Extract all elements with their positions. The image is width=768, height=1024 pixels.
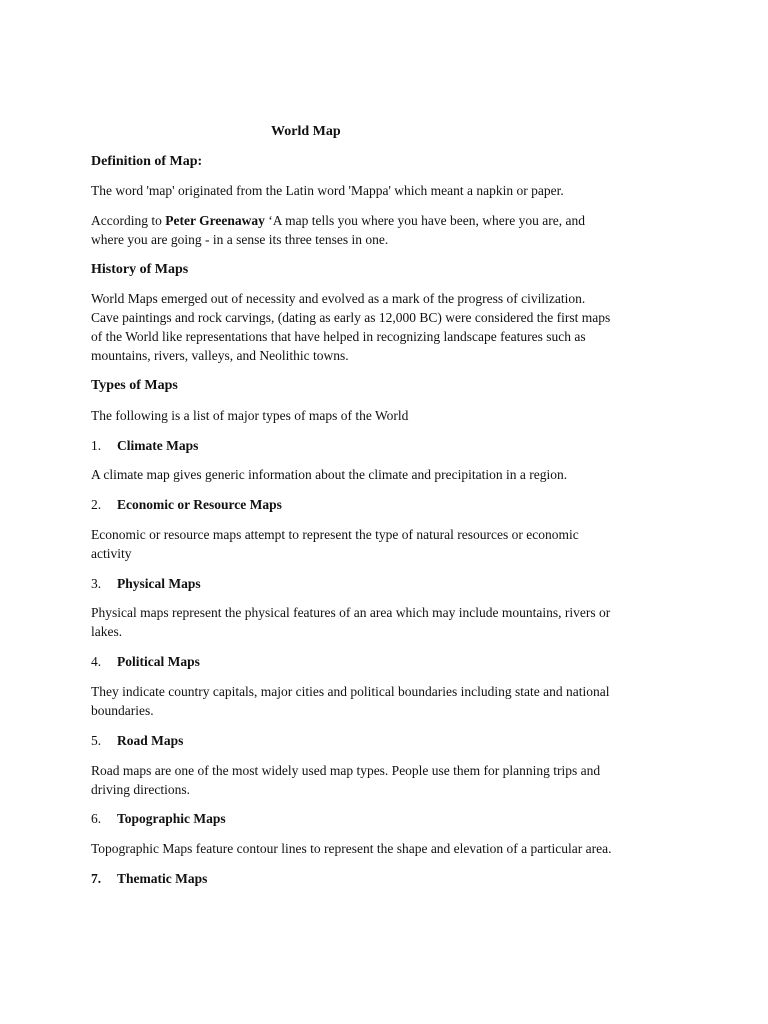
list-item-description (91, 465, 681, 484)
definition-paragraph (91, 181, 681, 200)
quote-author: Peter Greenaway (165, 213, 265, 228)
list-item-line: A climate map gives generic information about the climate and precipitation in a region. (91, 467, 568, 482)
list-item-heading: Thematic Maps (117, 871, 208, 886)
definition-heading: Definition of Map: (91, 154, 203, 169)
list-item-description (91, 603, 681, 641)
list-item-heading: Road Maps (117, 733, 184, 748)
history-line: Cave paintings and rock carvings, (dating as early as 12,000 BC) were considered the first maps (91, 310, 611, 325)
quote-line-1 (91, 211, 681, 230)
list-item-number: 1. (91, 438, 102, 453)
list-item-description (91, 525, 681, 563)
list-item-heading: Topographic Maps (117, 811, 226, 826)
list-item-line: activity (91, 546, 132, 561)
page-title: World Map (271, 124, 341, 139)
types-heading: Types of Maps (91, 378, 178, 393)
list-item-line: Topographic Maps feature contour lines to represent the shape and elevation of a particular area. (91, 841, 612, 856)
quote-paragraph (91, 211, 681, 249)
list-item-title (91, 869, 681, 888)
list-item-heading: Political Maps (117, 654, 200, 669)
history-heading: History of Maps (91, 262, 189, 277)
list-item-description (91, 682, 681, 720)
list-item-number: 7. (91, 871, 102, 886)
quote-line-2: where you are going - in a sense its three tenses in one. (91, 232, 389, 247)
list-item-title (91, 574, 681, 593)
types-intro: The following is a list of major types of maps of the World (91, 408, 409, 423)
list-item-line: Economic or resource maps attempt to represent the type of natural resources or economic (91, 527, 579, 542)
list-item-title (91, 436, 681, 455)
list-item-heading: Economic or Resource Maps (117, 497, 282, 512)
list-item-heading: Physical Maps (117, 576, 201, 591)
list-item-title (91, 809, 681, 828)
list-item-line: boundaries. (91, 703, 154, 718)
list-item-line: Road maps are one of the most widely used map types. People use them for planning trips and (91, 763, 601, 778)
quote-text: ‘A map tells you where you have been, where you are, and (264, 213, 585, 228)
history-line: of the World like representations that have helped in recognizing landscape features such as (91, 329, 586, 344)
list-item-title (91, 652, 681, 671)
list-item-line: Physical maps represent the physical features of an area which may include mountains, rivers or (91, 605, 611, 620)
history-paragraph (91, 289, 681, 365)
definition-text: The word 'map' originated from the Latin word 'Mappa' which meant a napkin or paper. (91, 183, 564, 198)
list-item-title (91, 731, 681, 750)
list-item-line: driving directions. (91, 782, 190, 797)
list-item-number: 4. (91, 654, 102, 669)
list-item-heading: Climate Maps (117, 438, 199, 453)
list-item-number: 5. (91, 733, 102, 748)
list-item-description (91, 761, 681, 799)
quote-prefix: According to (91, 213, 166, 228)
list-item-title (91, 495, 681, 514)
list-item-line: lakes. (91, 624, 123, 639)
history-line: mountains, rivers, valleys, and Neolithic towns. (91, 348, 349, 363)
list-item-line: They indicate country capitals, major cities and political boundaries including state and national (91, 684, 610, 699)
list-item-number: 2. (91, 497, 102, 512)
list-item-description (91, 839, 681, 858)
list-item-number: 3. (91, 576, 102, 591)
history-line: World Maps emerged out of necessity and evolved as a mark of the progress of civilization. (91, 291, 586, 306)
list-item-number: 6. (91, 811, 102, 826)
